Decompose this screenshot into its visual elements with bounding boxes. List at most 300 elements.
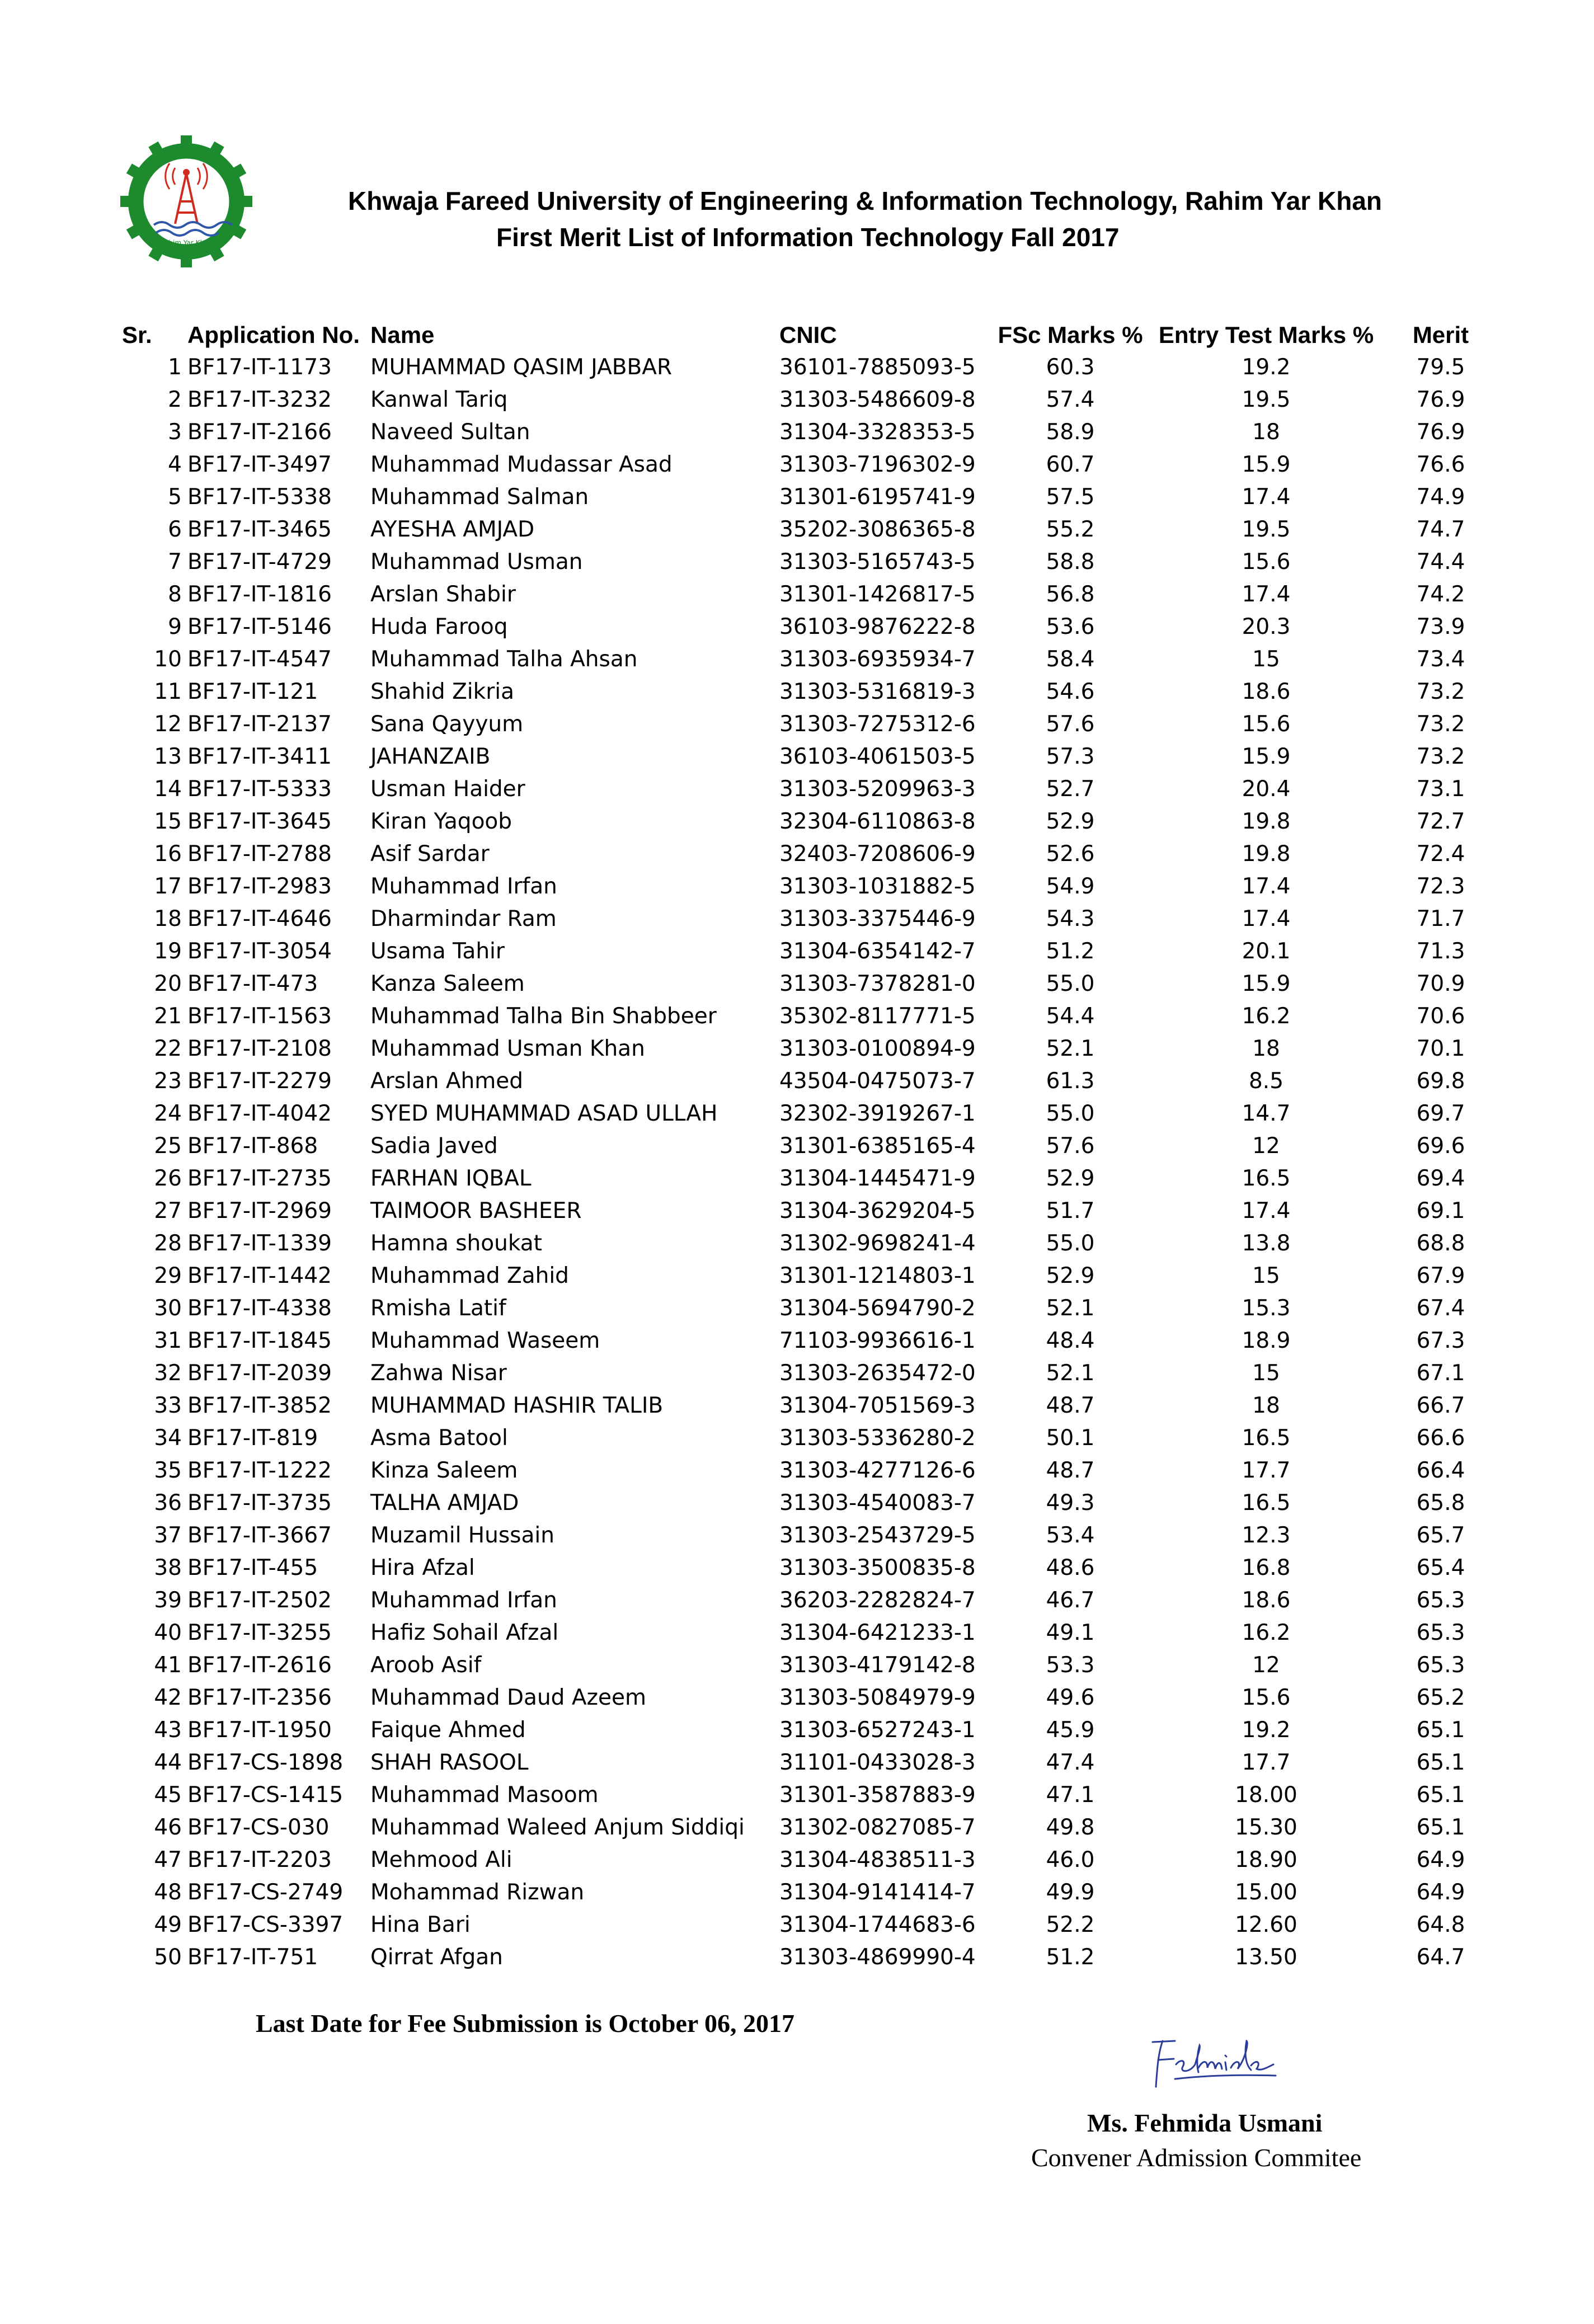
row-cnic: 31303-4179142-8 xyxy=(779,1653,976,1678)
row-entry-test-marks: 15.6 xyxy=(1242,549,1291,575)
row-entry-test-marks: 19.5 xyxy=(1242,387,1291,412)
row-merit: 65.8 xyxy=(1416,1490,1465,1516)
row-application-no: BF17-IT-2166 xyxy=(187,420,332,445)
row-entry-test-marks: 18 xyxy=(1252,1393,1280,1418)
row-entry-test-marks: 17.4 xyxy=(1242,906,1291,932)
row-name: Dharmindar Ram xyxy=(370,906,557,932)
row-merit: 65.3 xyxy=(1416,1620,1465,1645)
row-fsc-marks: 52.2 xyxy=(1046,1912,1095,1937)
table-row xyxy=(0,1649,1594,1682)
row-application-no: BF17-CS-2749 xyxy=(187,1880,344,1905)
row-cnic: 31303-4277126-6 xyxy=(779,1458,976,1483)
header-application-no: Application No. xyxy=(187,322,360,348)
table-row xyxy=(0,1487,1594,1519)
row-name: MUHAMMAD QASIM JABBAR xyxy=(370,355,673,380)
row-application-no: BF17-IT-4646 xyxy=(187,906,332,932)
row-name: TAIMOOR BASHEER xyxy=(370,1198,582,1224)
row-application-no: BF17-IT-2108 xyxy=(187,1036,332,1061)
row-cnic: 31303-0100894-9 xyxy=(779,1036,976,1061)
row-sr: 15 xyxy=(154,809,182,834)
table-row xyxy=(0,514,1594,546)
table-row xyxy=(0,416,1594,449)
row-application-no: BF17-IT-2279 xyxy=(187,1069,332,1094)
table-row xyxy=(0,449,1594,481)
row-cnic: 43504-0475073-7 xyxy=(779,1069,976,1094)
row-application-no: BF17-IT-473 xyxy=(187,971,318,996)
row-entry-test-marks: 16.2 xyxy=(1242,1620,1291,1645)
row-application-no: BF17-CS-3397 xyxy=(187,1912,344,1937)
row-application-no: BF17-IT-4042 xyxy=(187,1101,332,1126)
row-merit: 70.9 xyxy=(1416,971,1465,996)
table-row xyxy=(0,1779,1594,1812)
row-fsc-marks: 51.2 xyxy=(1046,1945,1095,1970)
row-fsc-marks: 53.3 xyxy=(1046,1653,1095,1678)
row-name: Muhammad Usman xyxy=(370,549,583,575)
row-name: Muhammad Irfan xyxy=(370,1588,557,1613)
row-cnic: 31303-2543729-5 xyxy=(779,1523,976,1548)
row-merit: 64.8 xyxy=(1416,1912,1465,1937)
table-row xyxy=(0,546,1594,578)
row-sr: 35 xyxy=(154,1458,182,1483)
row-sr: 44 xyxy=(154,1750,182,1775)
merit-table xyxy=(0,319,1594,1974)
row-fsc-marks: 46.0 xyxy=(1046,1847,1095,1873)
row-fsc-marks: 52.1 xyxy=(1046,1361,1095,1386)
row-sr: 3 xyxy=(168,420,182,445)
row-merit: 65.1 xyxy=(1416,1782,1465,1808)
row-sr: 5 xyxy=(168,484,182,510)
row-entry-test-marks: 14.7 xyxy=(1242,1101,1291,1126)
row-application-no: BF17-IT-1339 xyxy=(187,1231,332,1256)
row-name: Hafiz Sohail Afzal xyxy=(370,1620,559,1645)
row-merit: 73.2 xyxy=(1416,679,1465,704)
row-application-no: BF17-IT-2969 xyxy=(187,1198,332,1224)
row-entry-test-marks: 15.9 xyxy=(1242,452,1291,477)
row-application-no: BF17-IT-3232 xyxy=(187,387,332,412)
row-cnic: 31301-1214803-1 xyxy=(779,1263,976,1288)
row-cnic: 31303-5316819-3 xyxy=(779,679,976,704)
row-sr: 26 xyxy=(154,1166,182,1191)
row-merit: 65.3 xyxy=(1416,1588,1465,1613)
table-row xyxy=(0,1617,1594,1649)
row-name: Sana Qayyum xyxy=(370,712,524,737)
row-name: Kinza Saleem xyxy=(370,1458,518,1483)
table-row xyxy=(0,903,1594,935)
row-cnic: 31301-6195741-9 xyxy=(779,484,976,510)
row-fsc-marks: 57.6 xyxy=(1046,712,1095,737)
row-application-no: BF17-IT-3735 xyxy=(187,1490,332,1516)
row-fsc-marks: 51.7 xyxy=(1046,1198,1095,1224)
row-name: Shahid Zikria xyxy=(370,679,514,704)
row-application-no: BF17-IT-121 xyxy=(187,679,318,704)
row-name: Asma Batool xyxy=(370,1426,508,1451)
signatory-name: Ms. Fehmida Usmani xyxy=(1087,2109,1323,2137)
row-merit: 76.9 xyxy=(1416,387,1465,412)
row-cnic: 31304-1744683-6 xyxy=(779,1912,976,1937)
row-application-no: BF17-IT-3054 xyxy=(187,939,332,964)
row-merit: 67.9 xyxy=(1416,1263,1465,1288)
row-application-no: BF17-IT-751 xyxy=(187,1945,318,1970)
row-entry-test-marks: 16.2 xyxy=(1242,1004,1291,1029)
row-application-no: BF17-IT-2788 xyxy=(187,841,332,867)
row-merit: 68.8 xyxy=(1416,1231,1465,1256)
row-sr: 13 xyxy=(154,744,182,769)
row-merit: 64.9 xyxy=(1416,1847,1465,1873)
table-row xyxy=(0,643,1594,676)
row-application-no: BF17-IT-2137 xyxy=(187,712,332,737)
row-cnic: 31303-5084979-9 xyxy=(779,1685,976,1710)
row-fsc-marks: 58.4 xyxy=(1046,647,1095,672)
row-sr: 6 xyxy=(168,517,182,542)
row-cnic: 32403-7208606-9 xyxy=(779,841,976,867)
row-sr: 38 xyxy=(154,1555,182,1580)
row-merit: 65.4 xyxy=(1416,1555,1465,1580)
row-entry-test-marks: 20.3 xyxy=(1242,614,1291,639)
row-cnic: 31303-3375446-9 xyxy=(779,906,976,932)
row-sr: 47 xyxy=(154,1847,182,1873)
table-row xyxy=(0,968,1594,1000)
row-sr: 7 xyxy=(168,549,182,575)
row-fsc-marks: 60.7 xyxy=(1046,452,1095,477)
row-fsc-marks: 61.3 xyxy=(1046,1069,1095,1094)
row-cnic: 31303-5209963-3 xyxy=(779,777,976,802)
table-row xyxy=(0,1260,1594,1292)
row-entry-test-marks: 18.90 xyxy=(1235,1847,1297,1873)
row-sr: 42 xyxy=(154,1685,182,1710)
row-application-no: BF17-IT-868 xyxy=(187,1133,318,1159)
header-fsc-marks: FSc Marks % xyxy=(998,322,1143,348)
row-sr: 21 xyxy=(154,1004,182,1029)
row-entry-test-marks: 15 xyxy=(1252,1361,1280,1386)
row-application-no: BF17-IT-4547 xyxy=(187,647,332,672)
table-row xyxy=(0,1390,1594,1422)
row-name: Sadia Javed xyxy=(370,1133,498,1159)
row-application-no: BF17-IT-2983 xyxy=(187,874,332,899)
row-cnic: 31304-1445471-9 xyxy=(779,1166,976,1191)
table-row xyxy=(0,611,1594,643)
row-name: SYED MUHAMMAD ASAD ULLAH xyxy=(370,1101,718,1126)
row-name: Muhammad Talha Ahsan xyxy=(370,647,638,672)
row-cnic: 32304-6110863-8 xyxy=(779,809,976,834)
row-sr: 8 xyxy=(168,582,182,607)
row-name: Muhammad Waleed Anjum Siddiqi xyxy=(370,1815,745,1840)
row-entry-test-marks: 15.6 xyxy=(1242,1685,1291,1710)
row-merit: 71.3 xyxy=(1416,939,1465,964)
row-cnic: 31303-3500835-8 xyxy=(779,1555,976,1580)
row-sr: 36 xyxy=(154,1490,182,1516)
row-merit: 70.1 xyxy=(1416,1036,1465,1061)
row-merit: 64.9 xyxy=(1416,1880,1465,1905)
row-cnic: 35202-3086365-8 xyxy=(779,517,976,542)
table-row xyxy=(0,1682,1594,1714)
row-fsc-marks: 60.3 xyxy=(1046,355,1095,380)
row-merit: 67.4 xyxy=(1416,1296,1465,1321)
row-name: Muhammad Waseem xyxy=(370,1328,600,1353)
row-application-no: BF17-IT-1222 xyxy=(187,1458,332,1483)
merit-list-title: First Merit List of Information Technology Fall 2017 xyxy=(496,223,1120,252)
row-merit: 64.7 xyxy=(1416,1945,1465,1970)
row-fsc-marks: 52.1 xyxy=(1046,1296,1095,1321)
row-fsc-marks: 48.7 xyxy=(1046,1393,1095,1418)
row-merit: 65.3 xyxy=(1416,1653,1465,1678)
row-entry-test-marks: 13.8 xyxy=(1242,1231,1291,1256)
row-cnic: 32302-3919267-1 xyxy=(779,1101,976,1126)
row-application-no: BF17-IT-3255 xyxy=(187,1620,332,1645)
row-sr: 2 xyxy=(168,387,182,412)
row-sr: 50 xyxy=(154,1945,182,1970)
row-cnic: 31304-3629204-5 xyxy=(779,1198,976,1224)
row-cnic: 31101-0433028-3 xyxy=(779,1750,976,1775)
row-name: Usman Haider xyxy=(370,777,525,802)
row-merit: 65.1 xyxy=(1416,1718,1465,1743)
row-application-no: BF17-IT-1845 xyxy=(187,1328,332,1353)
row-fsc-marks: 57.5 xyxy=(1046,484,1095,510)
row-fsc-marks: 52.9 xyxy=(1046,1166,1095,1191)
row-merit: 74.4 xyxy=(1416,549,1465,575)
row-merit: 76.9 xyxy=(1416,420,1465,445)
row-fsc-marks: 55.0 xyxy=(1046,1231,1095,1256)
table-row xyxy=(0,384,1594,416)
row-name: MUHAMMAD HASHIR TALIB xyxy=(370,1393,664,1418)
row-merit: 72.3 xyxy=(1416,874,1465,899)
row-sr: 10 xyxy=(154,647,182,672)
row-cnic: 36203-2282824-7 xyxy=(779,1588,976,1613)
row-name: Kiran Yaqoob xyxy=(370,809,512,834)
row-fsc-marks: 48.7 xyxy=(1046,1458,1095,1483)
row-application-no: BF17-IT-2203 xyxy=(187,1847,332,1873)
table-row xyxy=(0,1844,1594,1876)
row-application-no: BF17-IT-1442 xyxy=(187,1263,332,1288)
row-fsc-marks: 54.6 xyxy=(1046,679,1095,704)
fee-deadline-note: Last Date for Fee Submission is October 06, 2017 xyxy=(256,2009,794,2038)
row-application-no: BF17-CS-030 xyxy=(187,1815,330,1840)
row-name: Muhammad Salman xyxy=(370,484,589,510)
row-application-no: BF17-IT-4338 xyxy=(187,1296,332,1321)
row-fsc-marks: 48.6 xyxy=(1046,1555,1095,1580)
row-fsc-marks: 57.4 xyxy=(1046,387,1095,412)
row-name: Huda Farooq xyxy=(370,614,508,639)
table-row xyxy=(0,1552,1594,1584)
row-fsc-marks: 50.1 xyxy=(1046,1426,1095,1451)
row-sr: 31 xyxy=(154,1328,182,1353)
row-entry-test-marks: 16.5 xyxy=(1242,1426,1291,1451)
row-entry-test-marks: 16.5 xyxy=(1242,1490,1291,1516)
row-entry-test-marks: 18.6 xyxy=(1242,679,1291,704)
table-row xyxy=(0,806,1594,838)
row-sr: 22 xyxy=(154,1036,182,1061)
row-entry-test-marks: 20.1 xyxy=(1242,939,1291,964)
row-cnic: 31303-4869990-4 xyxy=(779,1945,976,1970)
row-merit: 73.9 xyxy=(1416,614,1465,639)
row-merit: 67.1 xyxy=(1416,1361,1465,1386)
row-sr: 29 xyxy=(154,1263,182,1288)
row-sr: 19 xyxy=(154,939,182,964)
row-cnic: 71103-9936616-1 xyxy=(779,1328,976,1353)
row-cnic: 31304-9141414-7 xyxy=(779,1880,976,1905)
row-cnic: 36103-4061503-5 xyxy=(779,744,976,769)
row-cnic: 36103-9876222-8 xyxy=(779,614,976,639)
row-merit: 69.7 xyxy=(1416,1101,1465,1126)
row-sr: 37 xyxy=(154,1523,182,1548)
row-fsc-marks: 46.7 xyxy=(1046,1588,1095,1613)
row-fsc-marks: 45.9 xyxy=(1046,1718,1095,1743)
row-application-no: BF17-IT-5146 xyxy=(187,614,332,639)
row-fsc-marks: 49.9 xyxy=(1046,1880,1095,1905)
row-merit: 72.7 xyxy=(1416,809,1465,834)
row-sr: 32 xyxy=(154,1361,182,1386)
row-name: Muhammad Talha Bin Shabbeer xyxy=(370,1004,717,1029)
table-row xyxy=(0,1422,1594,1455)
table-row xyxy=(0,741,1594,773)
row-application-no: BF17-IT-1950 xyxy=(187,1718,332,1743)
row-sr: 34 xyxy=(154,1426,182,1451)
row-fsc-marks: 52.9 xyxy=(1046,809,1095,834)
row-application-no: BF17-IT-1173 xyxy=(187,355,332,380)
row-fsc-marks: 58.9 xyxy=(1046,420,1095,445)
table-header-row xyxy=(0,319,1594,351)
row-name: Muhammad Masoom xyxy=(370,1782,599,1808)
row-cnic: 35302-8117771-5 xyxy=(779,1004,976,1029)
header-sr: Sr. xyxy=(122,322,152,348)
row-application-no: BF17-IT-4729 xyxy=(187,549,332,575)
row-entry-test-marks: 12.3 xyxy=(1242,1523,1291,1548)
row-fsc-marks: 49.1 xyxy=(1046,1620,1095,1645)
table-row xyxy=(0,351,1594,384)
row-application-no: BF17-IT-2616 xyxy=(187,1653,332,1678)
row-application-no: BF17-IT-3411 xyxy=(187,744,332,769)
row-entry-test-marks: 16.5 xyxy=(1242,1166,1291,1191)
row-entry-test-marks: 17.4 xyxy=(1242,874,1291,899)
row-merit: 76.6 xyxy=(1416,452,1465,477)
table-row xyxy=(0,1227,1594,1260)
row-fsc-marks: 55.0 xyxy=(1046,971,1095,996)
row-entry-test-marks: 15.30 xyxy=(1235,1815,1297,1840)
row-fsc-marks: 57.6 xyxy=(1046,1133,1095,1159)
row-merit: 74.2 xyxy=(1416,582,1465,607)
row-cnic: 31301-3587883-9 xyxy=(779,1782,976,1808)
table-row xyxy=(0,1000,1594,1033)
row-application-no: BF17-IT-3667 xyxy=(187,1523,332,1548)
row-merit: 66.6 xyxy=(1416,1426,1465,1451)
row-merit: 69.6 xyxy=(1416,1133,1465,1159)
row-name: Muhammad Mudassar Asad xyxy=(370,452,673,477)
row-entry-test-marks: 19.2 xyxy=(1242,355,1291,380)
row-fsc-marks: 49.8 xyxy=(1046,1815,1095,1840)
row-fsc-marks: 52.6 xyxy=(1046,841,1095,867)
row-application-no: BF17-IT-3852 xyxy=(187,1393,332,1418)
row-sr: 14 xyxy=(154,777,182,802)
row-merit: 71.7 xyxy=(1416,906,1465,932)
row-sr: 41 xyxy=(154,1653,182,1678)
table-row xyxy=(0,838,1594,871)
row-cnic: 31301-1426817-5 xyxy=(779,582,976,607)
university-title: Khwaja Fareed University of Engineering & Information Technology, Rahim Yar Khan xyxy=(348,186,1382,215)
row-entry-test-marks: 15.00 xyxy=(1235,1880,1297,1905)
row-entry-test-marks: 19.8 xyxy=(1242,841,1291,867)
row-sr: 23 xyxy=(154,1069,182,1094)
header-merit: Merit xyxy=(1412,322,1469,348)
row-cnic: 31303-6527243-1 xyxy=(779,1718,976,1743)
row-entry-test-marks: 18 xyxy=(1252,420,1280,445)
row-sr: 17 xyxy=(154,874,182,899)
row-entry-test-marks: 16.8 xyxy=(1242,1555,1291,1580)
table-row xyxy=(0,1584,1594,1617)
row-entry-test-marks: 15.3 xyxy=(1242,1296,1291,1321)
table-row xyxy=(0,481,1594,514)
row-application-no: BF17-IT-819 xyxy=(187,1426,318,1451)
row-cnic: 31302-9698241-4 xyxy=(779,1231,976,1256)
row-cnic: 31303-7378281-0 xyxy=(779,971,976,996)
table-row xyxy=(0,1357,1594,1390)
row-merit: 72.4 xyxy=(1416,841,1465,867)
row-merit: 67.3 xyxy=(1416,1328,1465,1353)
row-entry-test-marks: 17.7 xyxy=(1242,1750,1291,1775)
row-name: Qirrat Afgan xyxy=(370,1945,503,1970)
row-sr: 40 xyxy=(154,1620,182,1645)
row-name: JAHANZAIB xyxy=(370,744,491,769)
table-row xyxy=(0,871,1594,903)
row-application-no: BF17-IT-3645 xyxy=(187,809,332,834)
row-name: AYESHA AMJAD xyxy=(370,517,535,542)
row-fsc-marks: 52.9 xyxy=(1046,1263,1095,1288)
handwritten-signature-icon xyxy=(1141,2025,1287,2092)
row-name: FARHAN IQBAL xyxy=(370,1166,532,1191)
row-fsc-marks: 51.2 xyxy=(1046,939,1095,964)
row-name: SHAH RASOOL xyxy=(370,1750,529,1775)
table-row xyxy=(0,1195,1594,1227)
row-cnic: 31301-6385165-4 xyxy=(779,1133,976,1159)
row-name: Muhammad Daud Azeem xyxy=(370,1685,646,1710)
row-sr: 48 xyxy=(154,1880,182,1905)
table-row xyxy=(0,1455,1594,1487)
row-name: Mohammad Rizwan xyxy=(370,1880,585,1905)
table-row xyxy=(0,1714,1594,1747)
table-row xyxy=(0,1812,1594,1844)
row-merit: 65.1 xyxy=(1416,1815,1465,1840)
row-name: Aroob Asif xyxy=(370,1653,482,1678)
row-cnic: 36101-7885093-5 xyxy=(779,355,976,380)
row-sr: 43 xyxy=(154,1718,182,1743)
row-name: Kanwal Tariq xyxy=(370,387,508,412)
row-fsc-marks: 58.8 xyxy=(1046,549,1095,575)
row-entry-test-marks: 17.4 xyxy=(1242,484,1291,510)
table-row xyxy=(0,1098,1594,1130)
row-entry-test-marks: 17.4 xyxy=(1242,1198,1291,1224)
row-merit: 73.4 xyxy=(1416,647,1465,672)
row-sr: 18 xyxy=(154,906,182,932)
row-application-no: BF17-IT-2356 xyxy=(187,1685,332,1710)
row-cnic: 31304-6354142-7 xyxy=(779,939,976,964)
row-merit: 69.1 xyxy=(1416,1198,1465,1224)
row-merit: 73.2 xyxy=(1416,712,1465,737)
row-name: Zahwa Nisar xyxy=(370,1361,507,1386)
row-merit: 74.9 xyxy=(1416,484,1465,510)
header-name: Name xyxy=(370,322,435,348)
row-name: Muhammad Zahid xyxy=(370,1263,569,1288)
row-cnic: 31303-7196302-9 xyxy=(779,452,976,477)
row-entry-test-marks: 18.00 xyxy=(1235,1782,1297,1808)
row-name: Arslan Shabir xyxy=(370,582,516,607)
row-name: Muhammad Usman Khan xyxy=(370,1036,645,1061)
table-row xyxy=(0,1519,1594,1552)
row-sr: 27 xyxy=(154,1198,182,1224)
row-entry-test-marks: 15.9 xyxy=(1242,744,1291,769)
table-row xyxy=(0,935,1594,968)
row-merit: 70.6 xyxy=(1416,1004,1465,1029)
row-fsc-marks: 53.4 xyxy=(1046,1523,1095,1548)
row-name: Naveed Sultan xyxy=(370,420,530,445)
row-merit: 74.7 xyxy=(1416,517,1465,542)
